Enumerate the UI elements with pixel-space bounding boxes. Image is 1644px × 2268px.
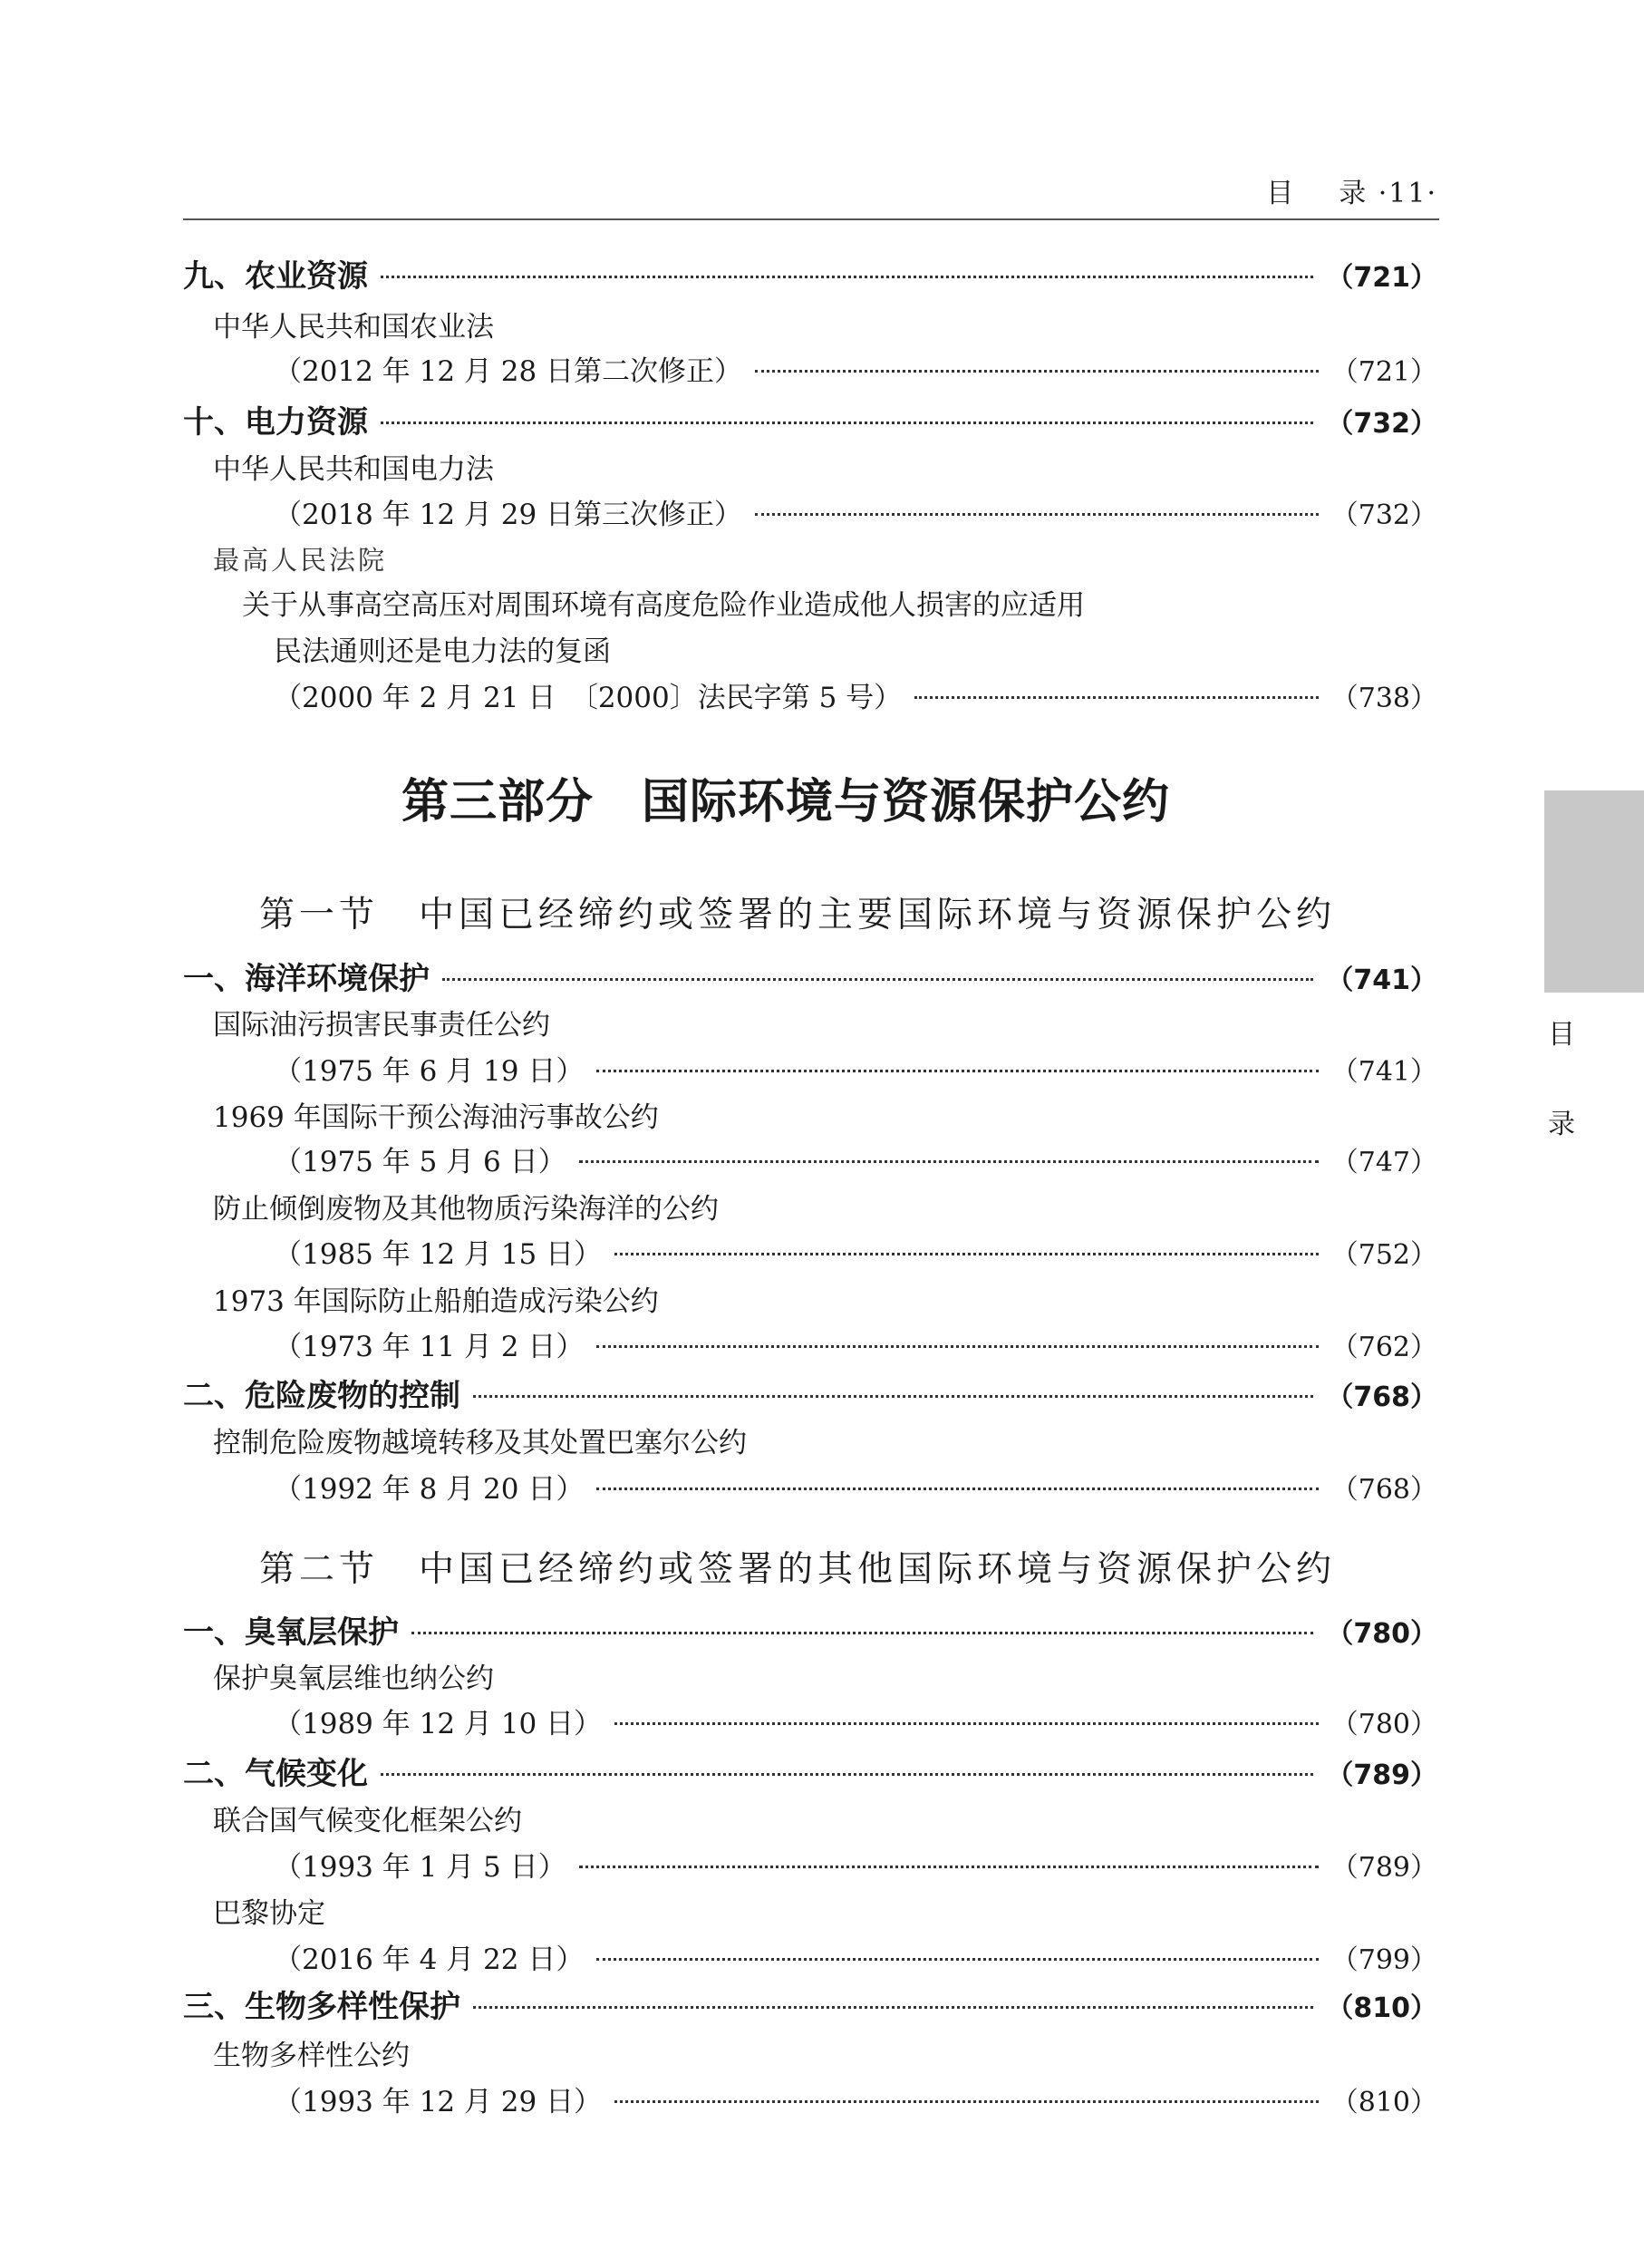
toc-heading: [183, 258, 1437, 296]
toc-entry: [213, 1803, 522, 1839]
entry-text: （1973 年 11 月 2 日）: [274, 1330, 585, 1363]
entry-page-number: （768）: [1330, 1474, 1437, 1507]
entry-page-number: （721）: [1326, 262, 1437, 295]
dot-leader: [614, 1722, 1319, 1725]
dot-leader: [596, 1488, 1318, 1490]
entry-page-number: （732）: [1326, 407, 1437, 440]
entry-text: 关于从事高空高压对周围环境有高度危险作业造成他人损害的应适用: [242, 588, 1085, 622]
toc-entry: [274, 354, 1437, 391]
toc-entry: [274, 1471, 1437, 1508]
entry-page-number: （732）: [1330, 499, 1437, 531]
toc-entry: [274, 1053, 1437, 1090]
entry-text: 国际油污损害民事责任公约: [213, 1008, 550, 1042]
entry-page-number: （738）: [1330, 682, 1437, 714]
entry-text: 二、气候变化: [183, 1755, 368, 1792]
entry-page-number: （789）: [1326, 1759, 1437, 1791]
toc-entry: [274, 1942, 1437, 1979]
entry-page-number: （721）: [1330, 356, 1437, 389]
toc-heading: [183, 1614, 1437, 1653]
entry-page-number: （780）: [1330, 1709, 1437, 1741]
entry-text: （1993 年 1 月 5 日）: [274, 1850, 566, 1884]
entry-page-number: （810）: [1326, 1992, 1437, 2025]
entry-page-number: （741）: [1326, 964, 1437, 996]
dot-leader: [596, 1345, 1318, 1348]
entry-page-number: （789）: [1330, 1851, 1437, 1884]
entry-text: 1969 年国际干预公海油污事故公约: [213, 1100, 659, 1134]
dot-leader: [579, 1866, 1319, 1868]
entry-page-number: （780）: [1326, 1617, 1437, 1650]
dot-leader: [381, 276, 1313, 278]
entry-text: 二、危险废物的控制: [183, 1377, 460, 1414]
page-number: ·11·: [1378, 178, 1437, 209]
entry-text: 中华人民共和国电力法: [213, 453, 494, 487]
dot-leader: [614, 2100, 1319, 2103]
entry-text: 1973 年国际防止船舶造成污染公约: [213, 1285, 659, 1319]
entry-text: 生物多样性公约: [213, 2040, 410, 2073]
toc-entry: [274, 1236, 1437, 1274]
toc-entry: [274, 1329, 1437, 1366]
entry-page-number: （768）: [1326, 1381, 1437, 1413]
dot-leader: [596, 1958, 1318, 1961]
dot-leader: [755, 513, 1319, 516]
entry-page-number: （752）: [1330, 1238, 1437, 1271]
toc-entry: [213, 451, 494, 488]
part-title: 第三部分 国际环境与资源保护公约: [401, 774, 1170, 829]
toc-entry: [213, 1191, 719, 1227]
toc-entry: [274, 1706, 1437, 1743]
toc-entry: [274, 497, 1437, 534]
side-label-b: 录: [1548, 1109, 1575, 1140]
entry-text: （1993 年 12 月 29 日）: [274, 2086, 603, 2119]
entry-text: 一、臭氧层保护: [183, 1614, 399, 1651]
toc-entry: [274, 634, 611, 670]
entry-text: （1975 年 6 月 19 日）: [274, 1054, 585, 1088]
entry-text: （2000 年 2 月 21 日 〔2000〕法民字第 5 号）: [274, 681, 903, 714]
toc-entry: [213, 1661, 494, 1697]
entry-text: 民法通则还是电力法的复函: [274, 635, 611, 668]
entry-text: （2018 年 12 月 29 日第三次修正）: [274, 498, 743, 531]
entry-text: 三、生物多样性保护: [183, 1989, 460, 2026]
dot-leader: [473, 2006, 1313, 2009]
entry-text: （1975 年 5 月 6 日）: [274, 1145, 566, 1178]
entry-page-number: （747）: [1330, 1146, 1437, 1178]
toc-entry: [213, 1895, 325, 1932]
dot-leader: [614, 1253, 1319, 1255]
dot-leader: [411, 1632, 1313, 1634]
dot-leader: [473, 1395, 1313, 1398]
dot-leader: [442, 978, 1313, 981]
toc-heading: [183, 1756, 1437, 1794]
dot-leader: [596, 1070, 1318, 1072]
toc-entry: [274, 1144, 1437, 1181]
toc-entry: [274, 1849, 1437, 1886]
toc-entry: [213, 542, 387, 578]
entry-page-number: （741）: [1330, 1055, 1437, 1088]
header-label-b: 录: [1339, 178, 1368, 209]
toc-entry: [242, 587, 1085, 624]
entry-text: （1989 年 12 月 10 日）: [274, 1708, 603, 1741]
dot-leader: [914, 696, 1319, 699]
running-header: [1266, 170, 1437, 210]
toc-entry: [213, 1284, 659, 1320]
dot-leader: [381, 422, 1313, 424]
entry-text: 一、海洋环境保护: [183, 960, 430, 997]
toc-entry: [213, 2038, 410, 2074]
section-title-2: 第二节 中国已经缔约或签署的其他国际环境与资源保护公约: [259, 1549, 1337, 1590]
entry-page-number: （762）: [1330, 1331, 1437, 1363]
header-rule: [183, 218, 1439, 220]
entry-page-number: （810）: [1330, 2087, 1437, 2119]
toc-entry: [213, 1425, 747, 1461]
entry-text: 最高人民法院: [213, 545, 388, 577]
entry-text: （1985 年 12 月 15 日）: [274, 1237, 603, 1271]
toc-heading: [183, 1378, 1437, 1416]
toc-entry: [213, 1100, 659, 1136]
entry-text: 九、农业资源: [183, 258, 368, 296]
dot-leader: [579, 1160, 1319, 1163]
toc-heading: [183, 961, 1437, 999]
entry-text: 中华人民共和国农业法: [213, 310, 494, 344]
entry-text: 保护臭氧层维也纳公约: [213, 1662, 494, 1695]
section-title-1: 第一节 中国已经缔约或签署的主要国际环境与资源保护公约: [259, 895, 1337, 935]
entry-page-number: （799）: [1330, 1943, 1437, 1976]
dot-leader: [755, 370, 1319, 373]
toc-heading: [183, 1989, 1437, 2027]
entry-text: （2012 年 12 月 28 日第二次修正）: [274, 355, 743, 389]
entry-text: （2016 年 4 月 22 日）: [274, 1943, 585, 1976]
entry-text: 十、电力资源: [183, 403, 368, 441]
toc-heading: [183, 404, 1437, 442]
entry-text: 控制危险废物越境转移及其处置巴塞尔公约: [213, 1427, 747, 1460]
toc-entry: [213, 309, 494, 345]
entry-text: 防止倾倒废物及其他物质污染海洋的公约: [213, 1193, 719, 1226]
header-label-a: 目: [1266, 178, 1296, 209]
entry-text: （1992 年 8 月 20 日）: [274, 1473, 585, 1507]
toc-entry: [213, 1007, 550, 1043]
entry-text: 联合国气候变化框架公约: [213, 1805, 522, 1838]
side-label-a: 目: [1548, 1019, 1575, 1051]
entry-text: 巴黎协定: [213, 1896, 325, 1930]
toc-entry: [274, 680, 1437, 717]
dot-leader: [381, 1773, 1313, 1776]
toc-entry: [274, 2084, 1437, 2121]
